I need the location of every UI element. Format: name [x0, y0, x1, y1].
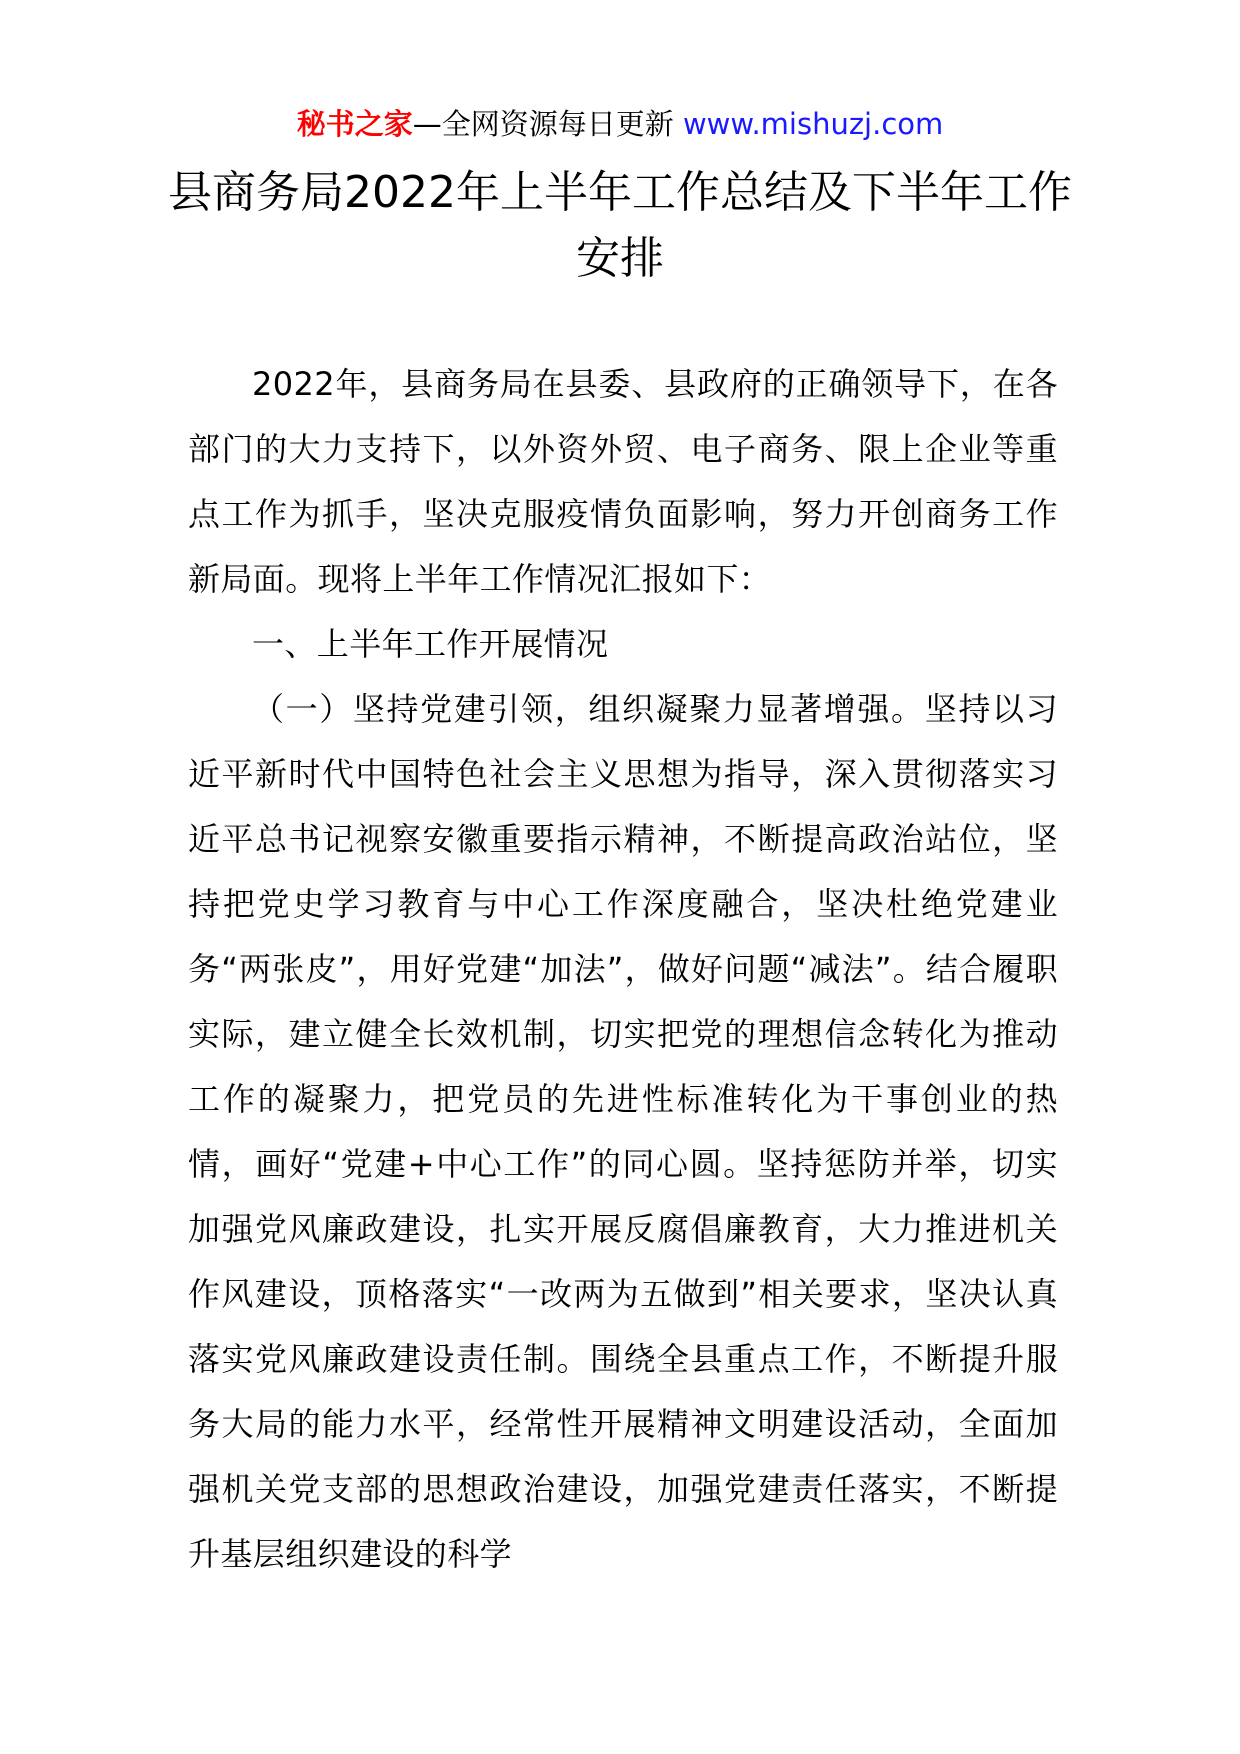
site-header: [0, 104, 1240, 144]
document-body: [188, 352, 1058, 1587]
brand-name: 秘书之家: [296, 107, 413, 141]
section-heading: 一、上半年工作开展情况: [252, 625, 609, 663]
header-slogan: —全网资源每日更新: [412, 107, 674, 141]
document-title: 县商务局2022年上半年工作总结及下半年工作安排: [168, 167, 1072, 284]
site-url[interactable]: www.mishuzj.com: [682, 107, 944, 141]
body-paragraph: （一）坚持党建引领，组织凝聚力显著增强。坚持以习近平新时代中国特色社会主义思想为指导，深入贯彻落实习近平总书记视察安徽重要指示精神，不断提高政治站位，坚持把党史学习教育与中心工作深度融合，坚决杜绝党建业务“两张皮”，用好党建“加法”，做好问题“减法”。结合履职实际，建立健全长效机制，切实把党的理想信念转化为推动工作的凝聚力，把党员的先进性标准转化为干事创业的热情，画好“党建+中心工作”的同心圆。坚持惩防并举，切实加强党风廉政建设，扎实开展反腐倡廉教育，大力推进机关作风建设，顶格落实“一改两为五做到”相关要求，坚决认真落实党风廉政建设责任制。围绕全县重点工作，不断提升服务大局的能力水平，经常性开展精神文明建设活动，全面加强机关党支部的思想政治建设，加强党建责任落实，不断提升基层组织建设的科学: [188, 690, 1058, 1573]
intro-paragraph: 2022年，县商务局在县委、县政府的正确领导下，在各部门的大力支持下，以外资外贸、电子商务、限上企业等重点工作为抓手，坚决克服疫情负面影响，努力开创商务工作新局面。现将上半年工作情况汇报如下：: [188, 365, 1058, 598]
